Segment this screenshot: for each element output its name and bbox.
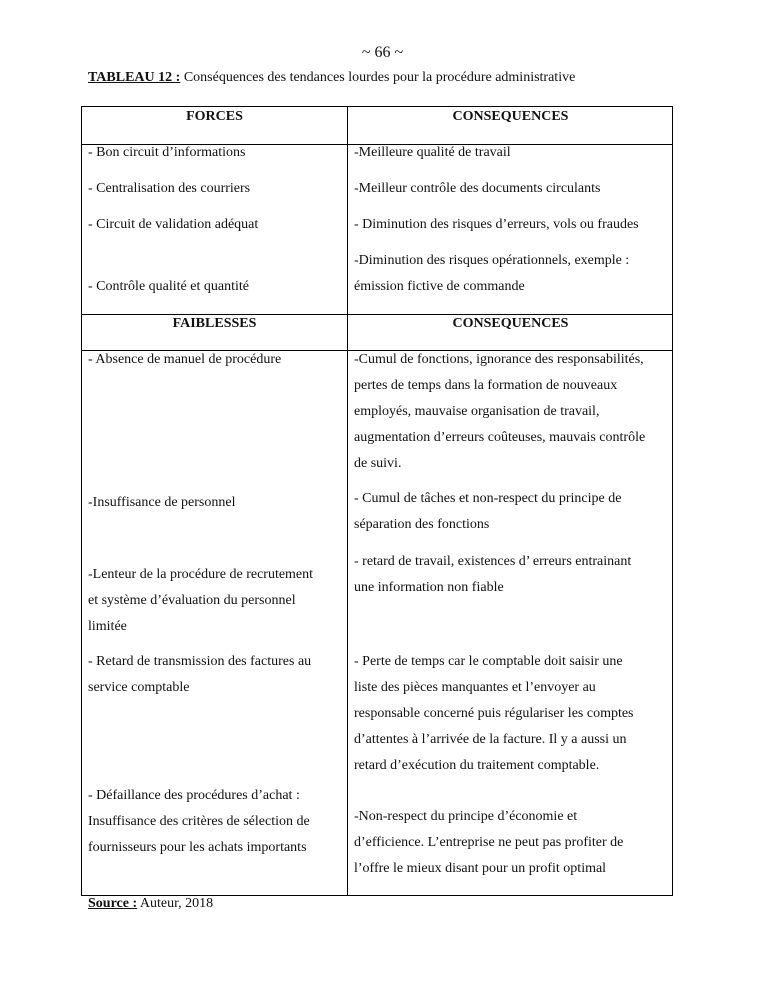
- consequences-table: [81, 106, 673, 896]
- table-caption-text: Conséquences des tendances lourdes pour la procédure administrative: [180, 70, 576, 85]
- line: émission fictive de commande: [354, 279, 525, 294]
- line: retard d’exécution du traitement comptable.: [354, 758, 600, 773]
- line: séparation des fonctions: [354, 517, 490, 532]
- table-caption: [88, 70, 575, 86]
- line: responsable concerné puis régulariser les comptes: [354, 706, 634, 721]
- force-item: - Circuit de validation adéquat: [88, 217, 259, 232]
- faiblesse-consequence: [354, 549, 631, 601]
- page-number: ~ 66 ~: [361, 44, 404, 61]
- consequences-header-1: CONSEQUENCES: [452, 109, 569, 124]
- faiblesses-header: FAIBLESSES: [172, 316, 257, 331]
- line: -Non-respect du principe d’économie et: [354, 809, 578, 824]
- force-consequence: -Meilleur contrôle des documents circulants: [354, 181, 601, 196]
- line: l’offre le mieux disant pour un profit optimal: [354, 861, 607, 876]
- faiblesse-consequence: [354, 347, 645, 477]
- line: - Absence de manuel de procédure: [88, 352, 282, 367]
- faiblesse-consequence: [354, 804, 623, 882]
- consequences-header-2: CONSEQUENCES: [452, 316, 569, 331]
- line: -Diminution des risques opérationnels, exemple :: [354, 253, 630, 268]
- line: pertes de temps dans la formation de nouveaux: [354, 378, 618, 393]
- line: -Cumul de fonctions, ignorance des responsabilités,: [354, 352, 644, 367]
- faiblesse-item: [88, 347, 281, 373]
- line: employés, mauvaise organisation de travail,: [354, 404, 600, 419]
- line: - Perte de temps car le comptable doit saisir une: [354, 654, 623, 669]
- line: - Cumul de tâches et non-respect du principe de: [354, 491, 622, 506]
- line: liste des pièces manquantes et l’envoyer au: [354, 680, 596, 695]
- force-item: - Contrôle qualité et quantité: [88, 279, 249, 294]
- line: - Retard de transmission des factures au: [88, 654, 312, 669]
- source-text: Auteur, 2018: [137, 896, 214, 911]
- force-consequence: [354, 248, 629, 300]
- faiblesse-consequence: [354, 486, 621, 538]
- table-caption-label: TABLEAU 12 :: [88, 70, 181, 85]
- column-divider: [347, 107, 348, 895]
- line: Insuffisance des critères de sélection de: [88, 814, 310, 829]
- force-consequence: - Diminution des risques d’erreurs, vols ou fraudes: [354, 217, 639, 232]
- line: limitée: [88, 619, 127, 634]
- table-source: [88, 896, 213, 912]
- line: de suivi.: [354, 456, 402, 471]
- force-item: - Centralisation des courriers: [88, 181, 251, 196]
- faiblesse-item: [88, 562, 313, 640]
- faiblesse-consequence: [354, 649, 634, 779]
- faiblesse-item: [88, 649, 311, 701]
- line: d’attentes à l’arrivée de la facture. Il y a aussi un: [354, 732, 627, 747]
- line: - retard de travail, existences d’ erreurs entrainant: [354, 554, 632, 569]
- line: -Insuffisance de personnel: [88, 495, 236, 510]
- line: fournisseurs pour les achats importants: [88, 840, 307, 855]
- line: service comptable: [88, 680, 190, 695]
- force-consequence: -Meilleure qualité de travail: [354, 145, 511, 160]
- force-item: - Bon circuit d’informations: [88, 145, 246, 160]
- forces-header: FORCES: [186, 109, 243, 124]
- line: - Défaillance des procédures d’achat :: [88, 788, 300, 803]
- line: -Lenteur de la procédure de recrutement: [88, 567, 314, 582]
- faiblesse-item: [88, 783, 310, 861]
- source-label: Source :: [88, 896, 138, 911]
- line: d’efficience. L’entreprise ne peut pas profiter de: [354, 835, 624, 850]
- line: une information non fiable: [354, 580, 504, 595]
- line: augmentation d’erreurs coûteuses, mauvais contrôle: [354, 430, 646, 445]
- faiblesse-item: [88, 490, 235, 516]
- line: et système d’évaluation du personnel: [88, 593, 296, 608]
